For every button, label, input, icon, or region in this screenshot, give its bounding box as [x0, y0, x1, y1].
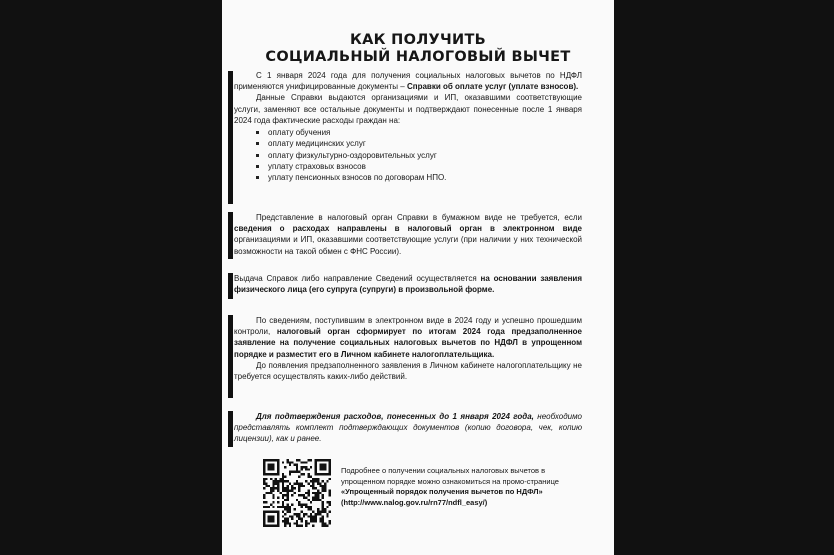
section-before-2024	[234, 411, 582, 445]
paragraph-electronic: Представление в налоговый орган Справки в бумажном виде не требуется, если сведения о расходах направлены в налоговый орган в электронном виде организациями и ИП, оказавшими соответствующие услуги (при наличии у них технической возможности на такой обмен с ФНС России).	[234, 213, 582, 256]
promo-link[interactable]: «Упрощенный порядок получения вычетов по НДФЛ»	[341, 487, 543, 496]
application-emphasis: на основании заявления физического лица (его супруга (супруги) в произвольной форме.	[234, 274, 582, 295]
qr-code[interactable]	[263, 459, 331, 527]
section-prefilled-application	[234, 315, 582, 382]
footer-info	[341, 466, 581, 508]
before-2024-emphasis: Для подтверждения расходов, понесенных до 1 января 2024 года,	[256, 412, 534, 421]
section-marker-bar	[228, 212, 233, 259]
list-item: оплату физкультурно-оздоровительных услуг	[234, 150, 582, 161]
section-unified-documents	[234, 70, 582, 184]
document-page	[222, 0, 614, 555]
paragraph-before-2024: Для подтверждения расходов, понесенных до 1 января 2024 года, необходимо представлять комплект подтверждающих документов (копию договора, чек, копию лицензии), как и ранее.	[234, 412, 583, 444]
promo-url[interactable]: (http://www.nalog.gov.ru/rn77/ndfl_easy/)	[341, 497, 488, 507]
section-marker-bar	[228, 71, 233, 204]
electronic-emphasis: сведения о расходах направлены в налоговый орган в электронном виде	[234, 224, 582, 234]
paragraph-application: Выдача Справок либо направление Сведений осуществляется на основании заявления физического лица (его супруга (супруги) в произвольной форме.	[234, 274, 582, 295]
paragraph-intro: С 1 января 2024 года для получения социальных налоговых вычетов по НДФЛ применяются унифицированные документы – Справки об оплате услуг (уплате взносов).	[234, 71, 582, 92]
title-line-1: КАК ПОЛУЧИТЬ	[349, 32, 487, 48]
section-electronic-submission	[234, 212, 582, 257]
section-application-basis	[234, 273, 582, 295]
section-marker-bar	[228, 273, 233, 299]
paragraph-certificates: Данные Справки выдаются организациями и ИП, оказавшими соответствующие услуги, заменяют все остальные документы и подтверждают понесенные после 1 января 2024 года фактические расходы граждан на:	[234, 93, 582, 125]
expense-list	[234, 127, 582, 183]
title-line-2: СОЦИАЛЬНЫЙ НАЛОГОВЫЙ ВЫЧЕТ	[265, 49, 571, 65]
list-item: уплату пенсионных взносов по договорам НПО.	[234, 172, 582, 183]
section-marker-bar	[228, 315, 233, 398]
list-item: оплату медицинских услуг	[234, 138, 582, 149]
list-item: уплату страховых взносов	[234, 161, 582, 172]
list-item: оплату обучения	[234, 127, 582, 138]
certificates-emphasis: Справки об оплате услуг (уплате взносов).	[404, 82, 579, 92]
paragraph-no-action: До появления предзаполненного заявления в Личном кабинете налогоплательщику не требуется осуществлять каких-либо действий.	[234, 360, 582, 382]
prefilled-emphasis: налоговый орган сформирует по итогам 2024 года предзаполненное заявление на получение социальных налоговых вычетов по НДФЛ в упрощенном порядке и разместит его в Личном кабинете налогоплательщика.	[234, 327, 582, 359]
footer-text: Подробнее о получении социальных налоговых вычетов в упрощенном порядке можно ознакомиться на промо-странице	[341, 466, 559, 486]
section-marker-bar	[228, 411, 233, 447]
paragraph-prefilled: По сведениям, поступившим в электронном виде в 2024 году и успешно прошедшим контроли, налоговый орган сформирует по итогам 2024 года предзаполненное заявление на получение социальных налоговых вычетов по НДФЛ в упрощенном порядке и разместит его в Личном кабинете налогоплательщика.	[234, 316, 582, 359]
